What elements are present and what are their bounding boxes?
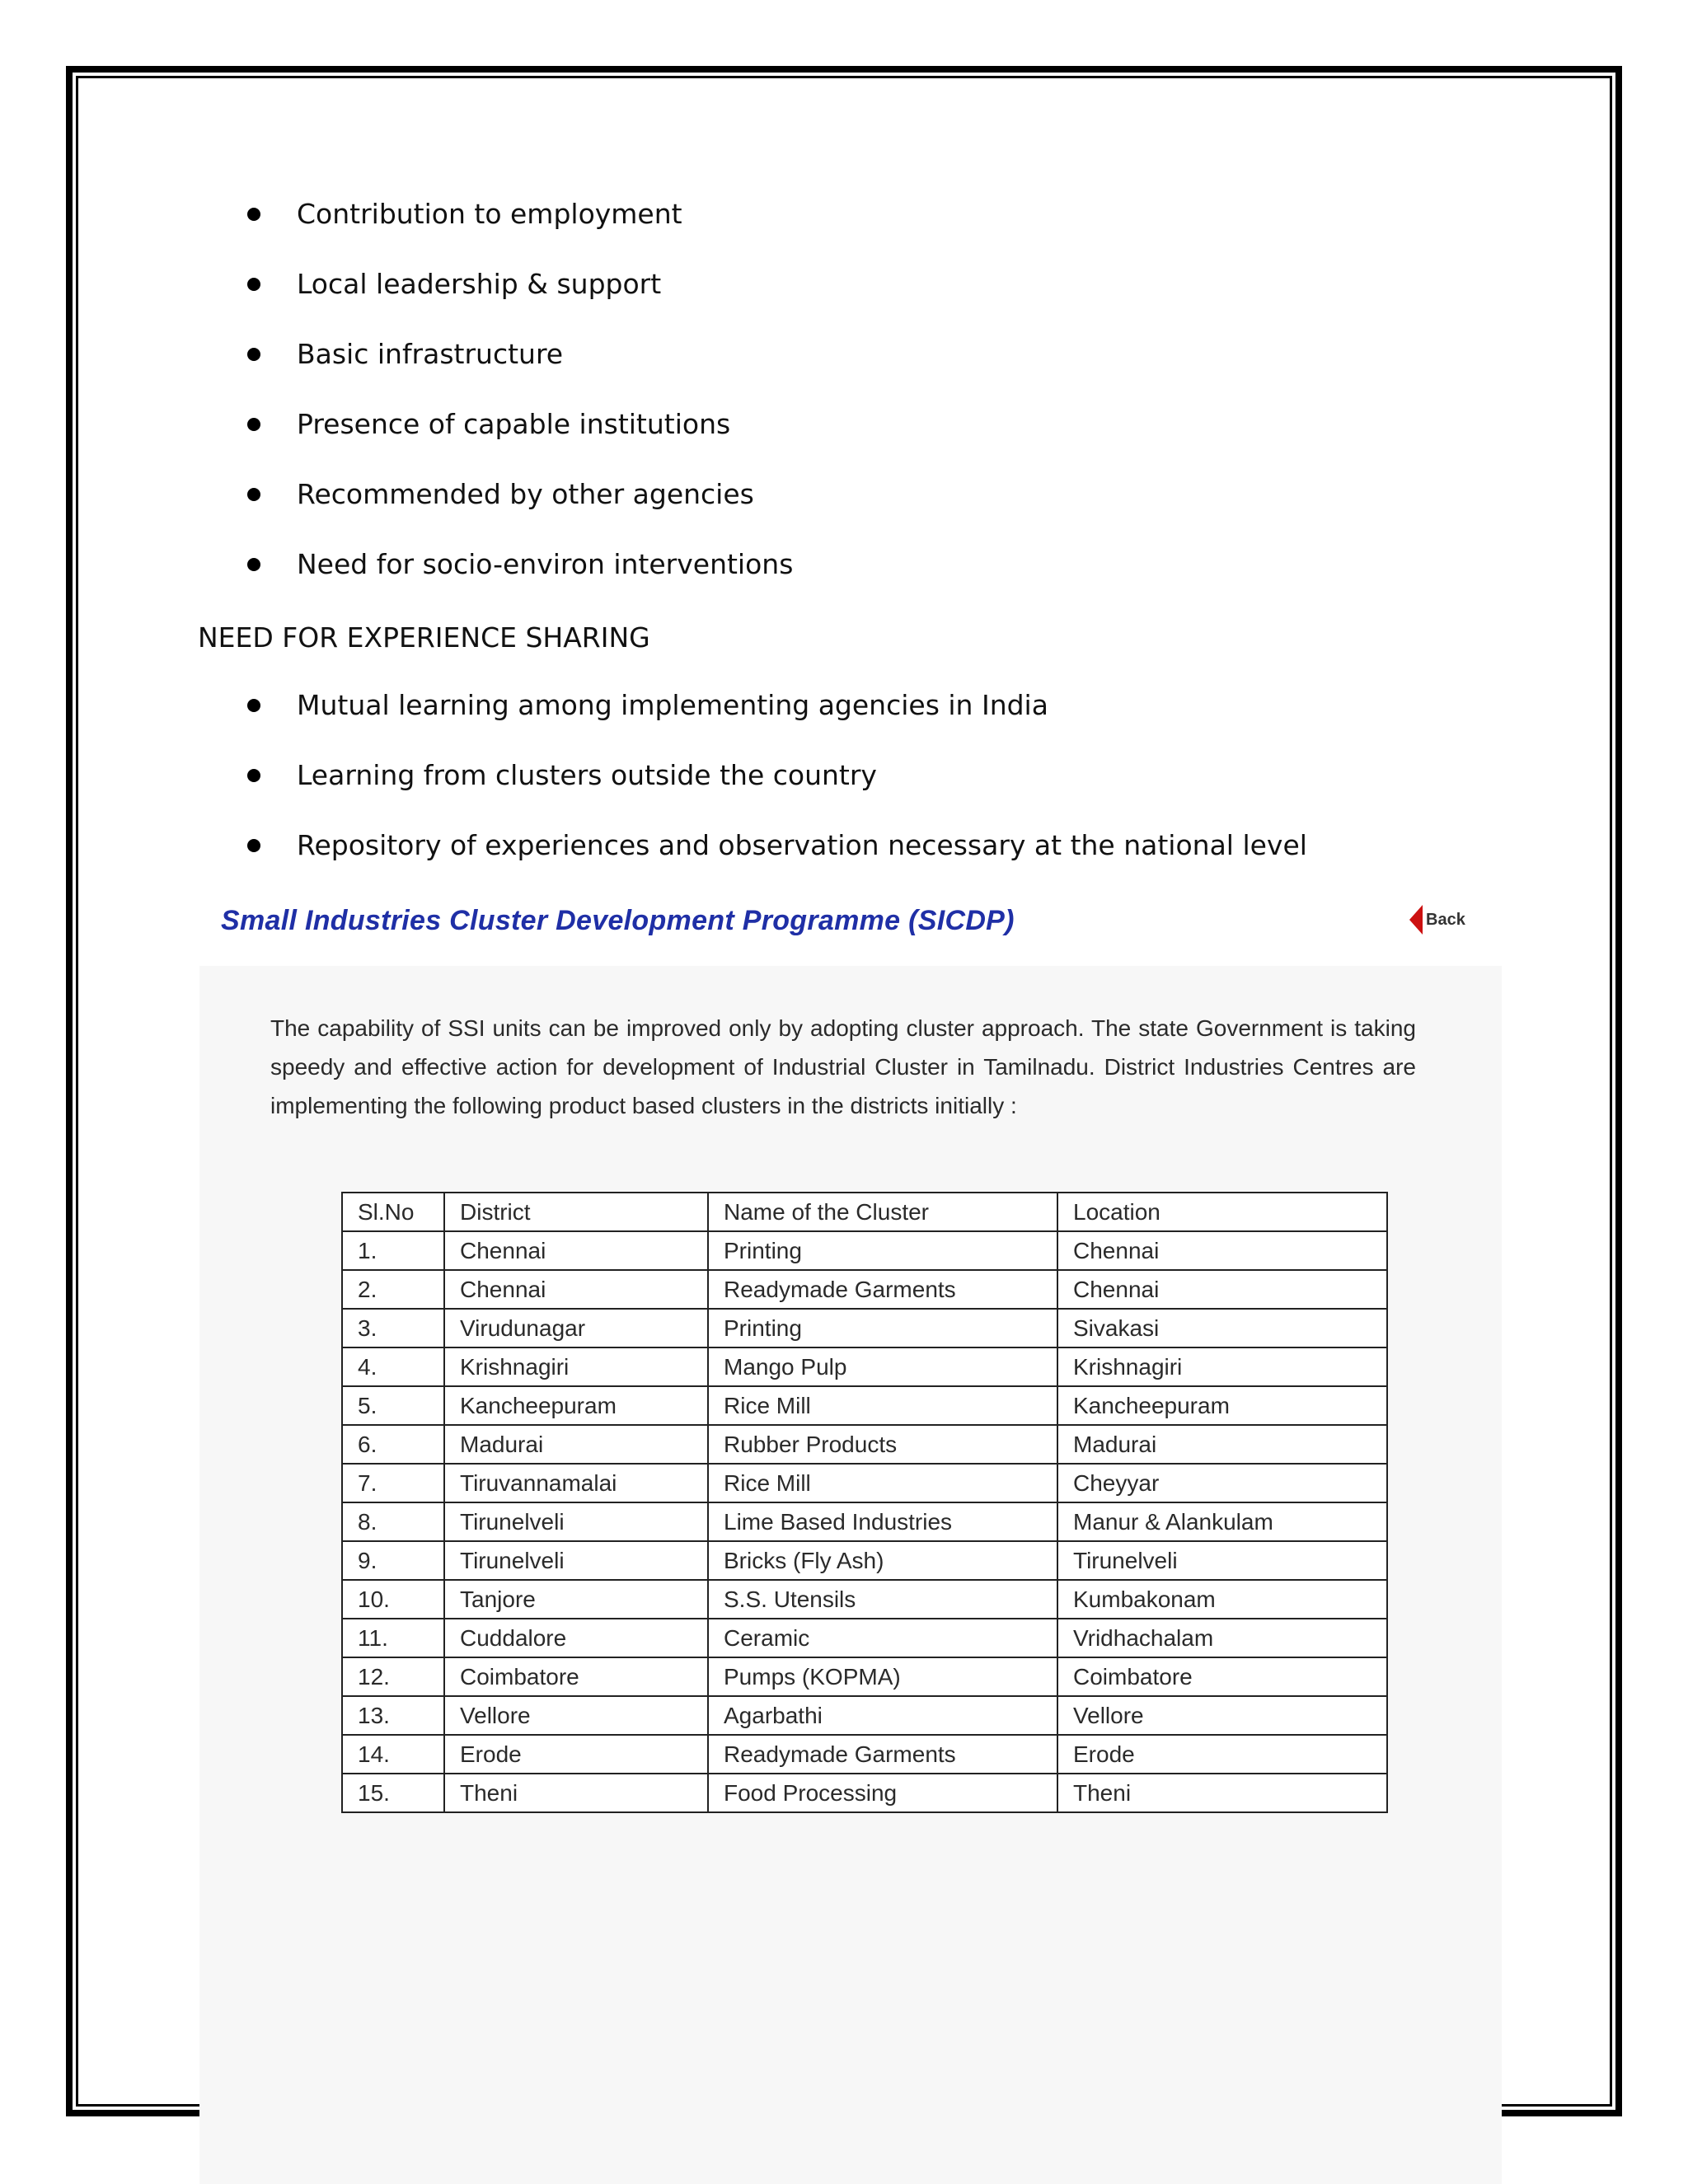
bullet-dot-icon	[247, 348, 260, 361]
cell-slno: 13.	[342, 1696, 444, 1735]
cell-location: Coimbatore	[1057, 1657, 1387, 1696]
cell-cluster: S.S. Utensils	[708, 1580, 1057, 1619]
table-row	[342, 1425, 1387, 1464]
cell-slno: 11.	[342, 1619, 444, 1657]
back-arrow-icon	[1409, 905, 1423, 935]
cell-cluster: Printing	[708, 1231, 1057, 1270]
bullet-text: Basic infrastructure	[297, 338, 564, 370]
bullet-item	[198, 681, 1517, 751]
cell-district: Tanjore	[444, 1580, 708, 1619]
cell-location: Vridhachalam	[1057, 1619, 1387, 1657]
header-district: District	[444, 1193, 708, 1231]
bullet-item	[198, 260, 1517, 330]
table-row	[342, 1696, 1387, 1735]
section-heading: NEED FOR EXPERIENCE SHARING	[198, 621, 650, 654]
cell-slno: 2.	[342, 1270, 444, 1309]
cell-cluster: Readymade Garments	[708, 1735, 1057, 1774]
cell-slno: 12.	[342, 1657, 444, 1696]
table-row	[342, 1270, 1387, 1309]
cell-location: Theni	[1057, 1774, 1387, 1812]
bullet-item	[198, 470, 1517, 540]
table-row	[342, 1386, 1387, 1425]
cell-location: Tirunelveli	[1057, 1541, 1387, 1580]
cell-district: Vellore	[444, 1696, 708, 1735]
bullet-dot-icon	[247, 839, 260, 852]
cell-cluster: Rice Mill	[708, 1464, 1057, 1502]
cell-slno: 1.	[342, 1231, 444, 1270]
cell-location: Vellore	[1057, 1696, 1387, 1735]
sicdp-title: Small Industries Cluster Development Programme (SICDP)	[221, 905, 1015, 936]
cell-slno: 14.	[342, 1735, 444, 1774]
cell-district: Theni	[444, 1774, 708, 1812]
bullet-text: Repository of experiences and observation necessary at the national level	[297, 829, 1307, 861]
cell-location: Kumbakonam	[1057, 1580, 1387, 1619]
bullet-item	[198, 190, 1517, 260]
cell-district: Krishnagiri	[444, 1347, 708, 1386]
cell-location: Madurai	[1057, 1425, 1387, 1464]
cell-cluster: Readymade Garments	[708, 1270, 1057, 1309]
bullet-text: Local leadership & support	[297, 268, 662, 300]
bullet-text: Mutual learning among implementing agencies in India	[297, 689, 1048, 721]
cell-location: Manur & Alankulam	[1057, 1502, 1387, 1541]
table-row	[342, 1231, 1387, 1270]
bullet-dot-icon	[247, 418, 260, 431]
bullet-dot-icon	[247, 769, 260, 782]
criteria-bullet-list	[198, 190, 1517, 610]
bullet-item	[198, 330, 1517, 400]
cell-location: Cheyyar	[1057, 1464, 1387, 1502]
back-label: Back	[1426, 910, 1465, 929]
bullet-text: Contribution to employment	[297, 198, 682, 230]
cell-district: Madurai	[444, 1425, 708, 1464]
table-row	[342, 1309, 1387, 1347]
bullet-item	[198, 540, 1517, 610]
cell-district: Cuddalore	[444, 1619, 708, 1657]
table-row	[342, 1580, 1387, 1619]
bullet-dot-icon	[247, 558, 260, 571]
bullet-item	[198, 400, 1517, 470]
cell-location: Erode	[1057, 1735, 1387, 1774]
bullet-dot-icon	[247, 208, 260, 221]
cell-district: Tirunelveli	[444, 1502, 708, 1541]
cell-district: Virudunagar	[444, 1309, 708, 1347]
cell-cluster: Agarbathi	[708, 1696, 1057, 1735]
cell-location: Chennai	[1057, 1270, 1387, 1309]
table-row	[342, 1774, 1387, 1812]
bullet-text: Need for socio-environ interventions	[297, 548, 794, 580]
bullet-item	[198, 751, 1517, 821]
table-row	[342, 1502, 1387, 1541]
cell-cluster: Lime Based Industries	[708, 1502, 1057, 1541]
cell-district: Erode	[444, 1735, 708, 1774]
sicdp-header	[199, 892, 1502, 966]
header-cluster: Name of the Cluster	[708, 1193, 1057, 1231]
cell-district: Chennai	[444, 1231, 708, 1270]
cell-slno: 5.	[342, 1386, 444, 1425]
cell-district: Coimbatore	[444, 1657, 708, 1696]
bullet-text: Recommended by other agencies	[297, 478, 754, 510]
bullet-item	[198, 821, 1517, 891]
cell-cluster: Ceramic	[708, 1619, 1057, 1657]
cluster-table	[341, 1192, 1388, 1813]
cell-cluster: Bricks (Fly Ash)	[708, 1541, 1057, 1580]
header-slno: Sl.No	[342, 1193, 444, 1231]
cell-district: Chennai	[444, 1270, 708, 1309]
cell-slno: 10.	[342, 1580, 444, 1619]
sicdp-screenshot	[199, 892, 1502, 2184]
cell-cluster: Printing	[708, 1309, 1057, 1347]
experience-bullet-list	[198, 681, 1517, 891]
cell-cluster: Mango Pulp	[708, 1347, 1057, 1386]
bullet-dot-icon	[247, 488, 260, 501]
cell-cluster: Rubber Products	[708, 1425, 1057, 1464]
cell-district: Tiruvannamalai	[444, 1464, 708, 1502]
cell-slno: 6.	[342, 1425, 444, 1464]
bullet-text: Learning from clusters outside the country	[297, 759, 877, 791]
table-header-row	[342, 1193, 1387, 1231]
bullet-dot-icon	[247, 699, 260, 712]
cell-cluster: Pumps (KOPMA)	[708, 1657, 1057, 1696]
cell-district: Kancheepuram	[444, 1386, 708, 1425]
cell-cluster: Food Processing	[708, 1774, 1057, 1812]
cell-slno: 3.	[342, 1309, 444, 1347]
cell-slno: 4.	[342, 1347, 444, 1386]
table-row	[342, 1657, 1387, 1696]
cell-location: Sivakasi	[1057, 1309, 1387, 1347]
sicdp-intro-paragraph: The capability of SSI units can be improved only by adopting cluster approach. The state Government is taking speedy and effective action for development of Industrial Cluster in Tamilnadu. District Industries Centres are implementing the following product based clusters in the districts initially :	[270, 1015, 1416, 1118]
table-row	[342, 1541, 1387, 1580]
cell-location: Kancheepuram	[1057, 1386, 1387, 1425]
table-row	[342, 1735, 1387, 1774]
cell-slno: 15.	[342, 1774, 444, 1812]
table-row	[342, 1619, 1387, 1657]
cell-cluster: Rice Mill	[708, 1386, 1057, 1425]
cell-district: Tirunelveli	[444, 1541, 708, 1580]
table-row	[342, 1347, 1387, 1386]
cell-slno: 7.	[342, 1464, 444, 1502]
header-location: Location	[1057, 1193, 1387, 1231]
cell-location: Krishnagiri	[1057, 1347, 1387, 1386]
back-button[interactable]	[1409, 903, 1465, 936]
bullet-dot-icon	[247, 278, 260, 291]
cell-slno: 8.	[342, 1502, 444, 1541]
table-row	[342, 1464, 1387, 1502]
cell-location: Chennai	[1057, 1231, 1387, 1270]
bullet-text: Presence of capable institutions	[297, 408, 731, 440]
cell-slno: 9.	[342, 1541, 444, 1580]
